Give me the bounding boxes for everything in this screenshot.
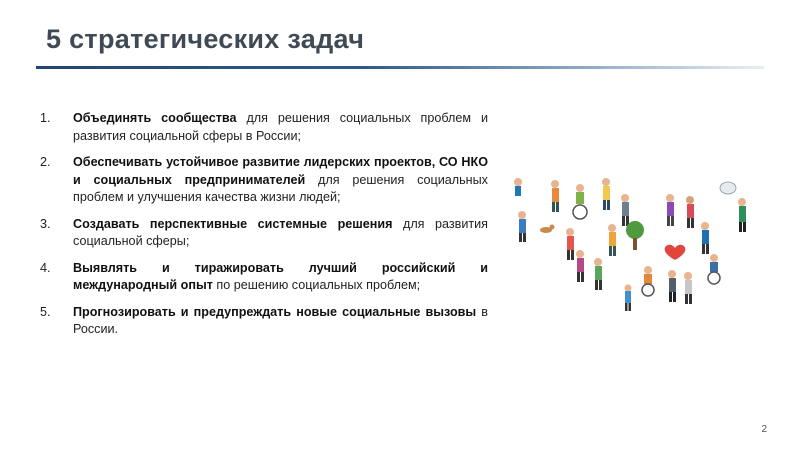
- person-figure: [738, 198, 746, 232]
- task-text: для развития социальной сферы;: [73, 216, 488, 248]
- person-figure: [625, 285, 632, 312]
- person-figure: [621, 194, 629, 226]
- wheelchair-user-figure: [642, 266, 654, 296]
- task-bold-text: Обеспечивать устойчивое развитие лидерских проектов, СО НКО и социальных предпринимателей: [73, 155, 488, 187]
- task-bold-text: Выявлять и тиражировать лучший российский и международный опыт: [73, 260, 488, 292]
- list-item: [40, 304, 488, 339]
- person-figure: [518, 211, 526, 242]
- person-figure: [686, 196, 694, 228]
- dog-icon: [540, 225, 555, 234]
- people-community-heart-illustration: [500, 170, 760, 320]
- list-number: 2.: [40, 155, 51, 169]
- wheelchair-user-figure: [708, 254, 720, 284]
- list-item: [40, 110, 488, 145]
- page-number: 2: [761, 424, 767, 435]
- person-figure: [566, 228, 574, 260]
- person-figure: [684, 272, 692, 304]
- list-number: 5.: [40, 304, 51, 319]
- list-number: 3.: [40, 216, 51, 231]
- person-figure: [576, 250, 584, 282]
- speech-bubble-icon: [720, 182, 736, 194]
- task-bold-text: Создавать перспективные системные решения: [73, 216, 393, 231]
- list-number: 1.: [40, 111, 51, 125]
- list-number: 4.: [40, 260, 51, 275]
- tree-icon: [626, 221, 644, 250]
- task-list: [40, 110, 488, 348]
- task-bold-text: Объединять сообщества: [73, 111, 237, 125]
- person-figure: [608, 224, 616, 256]
- person-figure: [701, 222, 709, 254]
- wheelchair-user-figure: [573, 184, 587, 219]
- list-item: [40, 154, 488, 207]
- person-figure: [666, 194, 674, 226]
- title-divider: [36, 66, 764, 69]
- slide-title: 5 стратегических задач: [46, 24, 365, 54]
- task-text: по решению социальных проблем;: [212, 278, 421, 292]
- person-figure: [668, 270, 676, 302]
- list-item: [40, 216, 488, 251]
- person-figure: [551, 180, 559, 212]
- task-text: для решения социальных проблем и развития социальной сферы в России;: [73, 111, 489, 143]
- task-text: в России.: [73, 304, 488, 336]
- task-bold-text: Прогнозировать и предупреждать новые социальные вызовы: [73, 304, 477, 319]
- person-figure: [602, 178, 610, 210]
- person-figure: [594, 258, 602, 290]
- person-figure: [514, 178, 522, 196]
- heart-icon: [665, 245, 686, 260]
- task-text: для решения социальных проблем и улучшения качества жизни людей;: [73, 172, 488, 204]
- list-item: [40, 260, 488, 295]
